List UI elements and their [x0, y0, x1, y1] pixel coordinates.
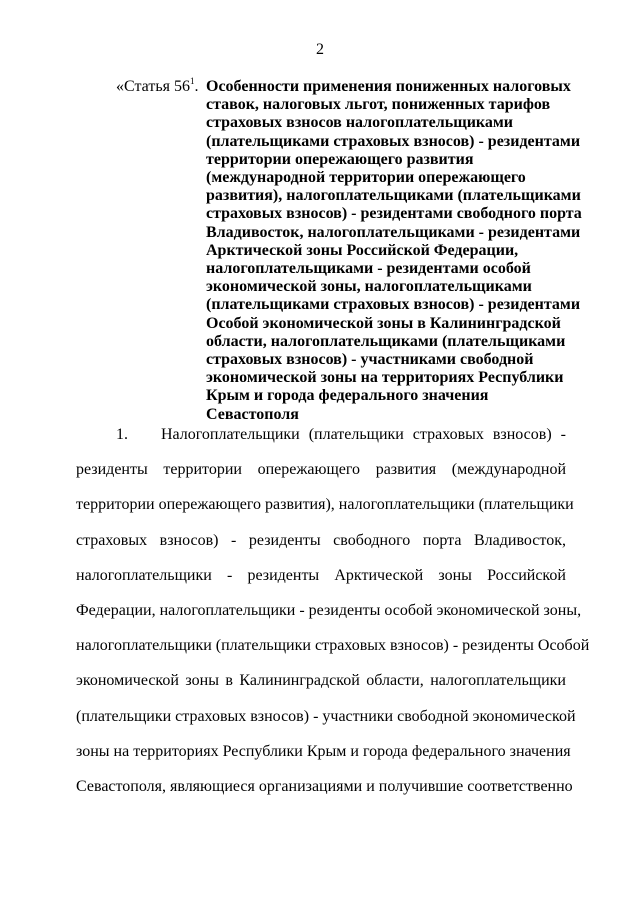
article-title-line: Крым и города федерального значения — [206, 387, 489, 405]
paragraph-word: Арктической — [334, 566, 424, 584]
paragraph-word: - — [231, 531, 237, 549]
article-title-line: Особенности применения пониженных налоговых — [206, 78, 571, 95]
paragraph-word: (плательщики страховых взносов) - участники свободной экономической — [76, 707, 576, 725]
article-label-suffix: . — [194, 78, 199, 95]
paragraph-word: страховых — [412, 426, 484, 443]
paragraph-word: зоны — [185, 672, 219, 690]
paragraph-word: взносов) — [159, 531, 219, 549]
paragraph-word: резиденты — [76, 461, 148, 479]
paragraph-word: в — [225, 672, 233, 690]
article-label — [116, 75, 206, 424]
article-title-line: Арктической зоны Российской Федерации, — [206, 241, 519, 259]
paragraph-line — [76, 741, 571, 776]
paragraph-word: - — [560, 426, 566, 443]
paragraph-line — [76, 670, 566, 705]
article-title-line: Особой экономической зоны в Калининградской — [206, 314, 561, 332]
paragraph-word: налогоплательщики (плательщики страховых взносов) - резиденты Особой — [76, 637, 590, 655]
article-label-superscript: 1 — [189, 75, 195, 86]
paragraph-word: Севастополя, являющиеся организациями и получившие соответственно — [76, 777, 573, 795]
paragraph-word: развития — [375, 461, 437, 479]
paragraph-word: опережающего — [257, 461, 361, 479]
paragraph-first-line — [76, 424, 566, 459]
paragraph-line — [76, 600, 582, 635]
paragraph-word: Калининградской — [239, 672, 360, 690]
paragraph-word: (международной — [451, 461, 566, 479]
article-title-line: страховых взносов) - резидентами свободного порта — [206, 205, 582, 223]
article-title-line: страховых взносов) - участниками свободной — [206, 351, 534, 369]
paragraph-word: - — [226, 566, 233, 584]
article-title-line: экономической зоны на территориях Республики — [206, 369, 564, 387]
article-title-line: Владивосток, налогоплательщиками - резидентами — [206, 223, 581, 241]
paragraph-word: Налогоплательщики — [160, 426, 300, 443]
paragraph-line — [76, 706, 576, 741]
paragraph-word: зоны на территориях Республики Крым и города федерального значения — [76, 742, 571, 760]
article-title-line: экономической зоны, налогоплательщиками — [206, 278, 532, 296]
paragraph-word: Владивосток, — [474, 531, 566, 549]
article-title-line: (международной территории опережающего — [206, 169, 526, 187]
paragraph-word: территории опережающего развития), налогоплательщики (плательщики — [76, 496, 574, 514]
paragraph-line — [76, 565, 566, 600]
article-label-text: «Статья 56 — [116, 78, 190, 95]
paragraph-word: взносов) — [492, 426, 552, 443]
paragraph-word: налогоплательщики — [76, 566, 212, 584]
paragraph-word: зоны — [438, 566, 472, 584]
article-title-line: ставок, налоговых льгот, пониженных тарифов — [206, 96, 551, 114]
paragraph-word: свободного — [333, 531, 411, 549]
article-title-line: (плательщиками страховых взносов) - резидентами — [206, 132, 581, 150]
article-title-line: налогоплательщиками - резидентами особой — [206, 260, 531, 278]
paragraph-number: 1. — [116, 426, 128, 443]
article-title-line: страховых взносов налогоплательщиками — [206, 114, 514, 132]
article-title-line: области, налогоплательщиками (плательщиками — [206, 332, 566, 350]
paragraph-word: области, — [366, 672, 424, 690]
paragraph-1 — [76, 424, 590, 811]
paragraph-line — [76, 776, 573, 811]
article-title — [206, 78, 582, 424]
article-heading — [116, 75, 582, 424]
paragraph-word: территории — [163, 461, 242, 479]
article-title-line: Севастополя — [206, 405, 299, 423]
paragraph-word: резиденты — [248, 531, 321, 549]
paragraph-word: резиденты — [247, 566, 320, 584]
paragraph-word: страховых — [76, 531, 148, 549]
paragraph-word: Российской — [487, 566, 566, 584]
paragraph-word: Федерации, налогоплательщики - резиденты особой экономической зоны, — [76, 601, 582, 619]
paragraph-word: порта — [422, 531, 462, 549]
paragraph-line — [76, 494, 574, 529]
article-title-line: территории опережающего развития — [206, 150, 474, 168]
paragraph-word: (плательщики — [308, 426, 404, 443]
article-title-line: (плательщиками страховых взносов) - резидентами — [206, 296, 581, 314]
paragraph-word: экономической — [76, 672, 179, 690]
paragraph-line — [76, 459, 566, 494]
article-title-line: развития), налогоплательщиками (плательщиками — [206, 187, 581, 205]
paragraph-line — [76, 635, 590, 670]
paragraph-line — [76, 530, 566, 565]
page-number: 2 — [316, 41, 324, 58]
paragraph-word: налогоплательщики — [430, 672, 566, 690]
